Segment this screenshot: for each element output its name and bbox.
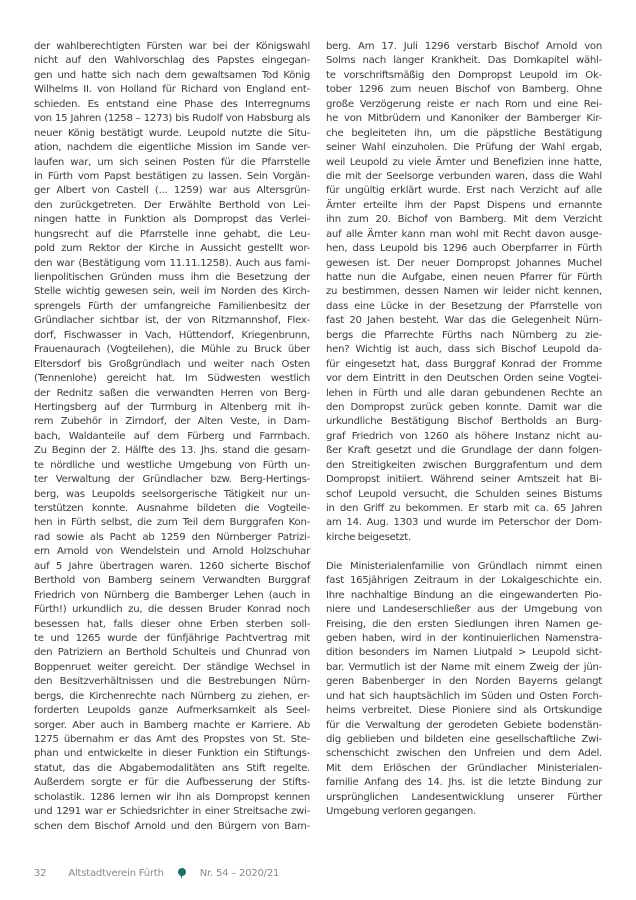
text-line: auf 5 Jahre übertragen waren. 1260 sicherte Bischof: [34, 560, 310, 572]
text-line: rad sowie als Pacht ab 1259 den Nürnberger Patrizi-: [34, 531, 310, 543]
text-line: vor dem Eintritt in den Deutschen Orden seine Vogtei-: [326, 373, 602, 385]
text-line: lienpolitischen Gründen muss ihm die Besetzung der: [34, 272, 310, 283]
text-line: ern Arnold von Wendelstein und Arnold Holzschuhar: [34, 546, 310, 558]
text-line: Ihre nachhaltige Bindung an die eingewanderten Pio-: [326, 589, 602, 601]
text-line: dorf, Fischwasser in Vach, Hüttendorf, Kriegenbrunn,: [34, 329, 310, 341]
text-line: Dompropst initiiert. Während seiner Amtszeit hat Bi-: [326, 474, 602, 486]
text-line: fast 20 Jahen besteht. War das die Gelegenheit Nürn-: [326, 315, 602, 327]
publication-name: Altstadtverein Fürth: [68, 867, 164, 879]
text-line: für die Verwaltung der gerodeten Gebiete bodenstän-: [326, 719, 602, 731]
text-line: Wilhelms II. von Holland für Richard von England ent-: [34, 84, 310, 96]
right-column: [326, 40, 602, 820]
text-line: che begleiteten ihn, um die päpstliche Bestätigung: [326, 127, 602, 139]
text-line: ßer Kraft gesetzt und die Grundlage der dann folgen-: [326, 445, 602, 457]
text-line: schen dem Bischof Arnold und den Bürgern von Bam-: [34, 820, 310, 832]
text-line: bach, Waldanteile auf dem Fürberg und Farrnbach.: [34, 430, 310, 442]
text-line: graf Friedrich von 1260 als höhere Instanz nicht au-: [326, 430, 602, 442]
text-line: statut, das die Abgabemodalitäten ans Stift regelte.: [34, 762, 310, 774]
issue-number: Nr. 54 – 2020/21: [199, 867, 280, 879]
text-line: Hertingsberg auf der Turmburg in Altenberg mit ih-: [34, 401, 310, 413]
text-line: ation, nachdem die eigentliche Mission im Sande ver-: [34, 142, 310, 154]
text-line: schieden. Es entstand eine Phase des Interregnums: [34, 98, 310, 110]
text-line: geben haben, wird in der kontinuierlichen Namenstra-: [326, 632, 602, 644]
text-line: Eltersdorf bis Großgründlach und weiter nach Osten: [34, 358, 310, 370]
text-line: in den Griff zu bekommen. Er starb mit ca. 65 Jahren: [326, 503, 602, 514]
text-line: hen, dass Leupold bis 1296 auch Oberpfarrer in Fürth: [326, 243, 602, 255]
text-line: am 14. Aug. 1303 und wurde im Peterschor der Dom-: [326, 517, 602, 529]
text-line: den Patriziern an Berthold Schulteis und Chunrad von: [34, 647, 310, 659]
text-line: für eingesetzt hat, dass Burggraf Konrad der Fromme: [326, 358, 602, 370]
text-line: der Rednitz saßen die verwandten Herren von Berg-: [34, 387, 310, 399]
text-line: schof Leupold versucht, die Schulden seines Bistums: [326, 488, 602, 500]
text-line: bergs, die Kirchenrechte nach Nürnberg zu ziehen, er-: [34, 690, 310, 702]
text-line: scholastik. 1286 lernen wir ihn als Dompropst kennen: [34, 791, 310, 803]
text-line: te nördliche und westliche Umgebung von Fürth un-: [34, 459, 310, 471]
text-line: dass eine Lücke in der Besetzung der Pfarrstelle von: [326, 300, 602, 312]
text-line: auf alle Ämter kann man wohl mit Recht davon ausge-: [326, 228, 602, 240]
tree-icon: [178, 868, 186, 878]
text-line: urkundliche Bestätigung Bischof Bertholds an Burg-: [326, 416, 602, 428]
text-line: Frauenaurach (Vogteilehen), die Mühle zu Bruck über: [34, 344, 310, 356]
text-line: gewesen ist. Der neuer Dompropst Johannes Muchel: [326, 257, 602, 269]
text-line: bergs die Pfarrechte Fürths nach Nürnberg zu zie-: [326, 329, 602, 341]
text-line: ningen hatte in Funktion als Dompropst das Verlei-: [34, 214, 310, 226]
paragraph-gap: [326, 545, 602, 559]
text-line: von 15 Jahren (1258 – 1273) bis Rudolf von Habsburg als: [34, 113, 310, 125]
text-line: ger Albert von Castell (... 1259) war aus Altersgrün-: [34, 185, 310, 197]
text-line: te und 1265 wurde der fünfjährige Pachtvertrag mit: [34, 632, 310, 644]
text-line: ihn zum 20. Bichof von Bamberg. Mit dem Verzicht: [326, 214, 602, 226]
text-line: weil Leupold zu viele Ämter und Benefizien inne hatte,: [326, 156, 602, 168]
text-line: hatte nun die Aufgabe, einen neuen Pfarrer für Fürth: [326, 272, 602, 283]
text-line: lehen in Fürth und alle daran gebundenen Rechte an: [326, 387, 602, 399]
text-line: ursprünglichen Landesentwicklung unserer Fürther: [326, 791, 602, 803]
text-line: heims verbreitet. Diese Pioniere sind als Ortskundige: [326, 705, 602, 717]
text-line: seiner Wahl einzuholen. Die Prüfung der Wahl ergab,: [326, 142, 602, 154]
text-line: den Besitzverhältnissen und die Bestrebungen Nürn-: [34, 676, 310, 688]
text-line: bar. Vermutlich ist der Name mit einem Zweig der jün-: [326, 661, 602, 673]
text-line: laufen war, um sich seinen Posten für die Pfarrstelle: [34, 156, 310, 168]
text-line: hen? Wichtig ist auch, dass sich Bischof Leupold da-: [326, 344, 602, 356]
text-line: tober 1296 zum neuen Bischof von Bamberg. Ohne: [326, 84, 602, 96]
text-line: fast 165jährigen Zeitraum in der Lokalgeschichte ein.: [326, 575, 602, 587]
text-line: rem Zubehör in Zirndorf, der Alten Veste, in Dam-: [34, 416, 310, 428]
text-line: pold zum Rektor der Kirche in Aussicht gestellt wor-: [34, 243, 310, 255]
text-line: kirche beigesetzt.: [326, 531, 411, 543]
text-line: he von Mitbrüdern und Kanoniker der Bamberger Kir-: [326, 113, 602, 125]
text-line: Mit dem Erlöschen der Gründlacher Ministerialen-: [326, 762, 602, 774]
text-line: große Verzögerung reiste er nach Rom und eine Rei-: [326, 98, 602, 110]
text-line: Ämter erteilte ihm der Papst Dispens und ernannte: [326, 199, 602, 211]
text-line: niere und Landeserschließer aus der Umgebung von: [326, 604, 602, 616]
text-line: Berthold von Bamberg seinem Verwandten Burggraf: [34, 575, 310, 587]
text-line: für ungültig erklärt wurde. Erst nach Verzicht auf alle: [326, 185, 602, 197]
text-line: der wahlberechtigten Fürsten war bei der Königswahl: [34, 41, 310, 52]
text-line: Stelle wichtig gewesen sein, weil im Norden des Kirch-: [34, 286, 310, 298]
page-footer: [34, 864, 279, 882]
text-line: den zurückgetreten. Der Erwählte Berthold von Lei-: [34, 199, 310, 211]
text-line: Friedrich von Nürnberg die Bamberger Lehen (auch in: [34, 589, 310, 601]
text-line: Solms nach langer Krankheit. Das Domkapitel wähl-: [326, 55, 602, 67]
text-line: hen in Fürth selbst, die zum Teil dem Burggrafen Kon-: [34, 517, 310, 529]
text-line: sorger. Aber auch in Bamberg machte er Karriere. Ab: [34, 719, 310, 731]
text-line: berg, was Leupolds seelsorgerische Tätigkeit nur un-: [34, 488, 310, 500]
text-line: gen und hatte sich nach dem gewaltsamen Tod König: [34, 69, 310, 81]
text-line: geren Babenberger in den Norden Bayerns gelangt: [326, 676, 602, 688]
text-line: die mit der Seelsorge verbunden waren, dass die Wahl: [326, 170, 602, 182]
text-line: schenschicht zwischen den Unfreien und dem Adel.: [326, 748, 602, 760]
text-line: Boppenruet weiter gereicht. Der ständige Wechsel in: [34, 661, 310, 673]
text-line: forderten Leupolds ganze Aufmerksamkeit als Seel-: [34, 705, 310, 717]
text-line: besessen hat, falls dieser ohne Erben sterben soll-: [34, 618, 310, 630]
text-line: hungsrecht auf die Pfarrstelle inne gehabt, die Leu-: [34, 228, 310, 240]
text-line: sprengels Fürth der umfangreiche Familienbesitz der: [34, 300, 310, 312]
text-line: den Streitigkeiten zwischen Burggrafentum und dem: [326, 459, 602, 471]
text-line: Gründlacher sichtbar ist, der von Ritzmannshof, Flex-: [34, 315, 310, 327]
text-line: Zu Beginn der 2. Hälfte des 13. Jhs. stand die gesam-: [34, 445, 310, 457]
text-line: dition besonders im Namen Liutpald > Leupold sicht-: [326, 647, 602, 659]
page-number: 32: [34, 867, 47, 879]
text-line: den Dompropst zurück geben konnte. Damit war die: [326, 401, 602, 413]
text-line: neuer König bestätigt wurde. Leupold nutzte die Situ-: [34, 127, 310, 139]
text-line: 1275 übernahm er das Amt des Propstes von St. Ste-: [34, 734, 310, 745]
text-line: berg. Am 17. Juli 1296 verstarb Bischof Arnold von: [326, 41, 602, 52]
text-line: Außerdem sorgte er für die Aufbesserung der Stifts-: [34, 777, 310, 789]
text-line: zu bestimmen, dessen Namen wir leider nicht kennen,: [326, 286, 602, 298]
text-line: Freising, die den ersten Siedlungen ihren Namen ge-: [326, 618, 602, 630]
text-line: phan und entwickelte in dieser Funktion ein Stiftungs-: [34, 748, 310, 760]
text-line: nicht auf den Wahlvorschlag des Papstes eingegan-: [34, 55, 310, 67]
text-line: in Fürth vom Papst bestätigen zu lassen. Sein Vorgän-: [34, 170, 310, 182]
text-line: (Tennenlohe) gereicht hat. Im Südwesten westlich: [34, 373, 310, 385]
text-line: und hat sich hauptsächlich im Süden und Osten Forch-: [326, 690, 602, 702]
text-line: und 1291 war er Schiedsrichter in einer Streitsache zwi-: [34, 806, 310, 818]
text-line: familie Anfang des 14. Jhs. ist die letzte Bindung zur: [326, 777, 602, 789]
text-line: terstützen konnte. Ausnahme bildeten die Vogteile-: [34, 503, 310, 514]
text-line: Umgebung verloren gegangen.: [326, 806, 476, 818]
text-line: Die Ministerialenfamilie von Gründlach nimmt einen: [326, 560, 602, 572]
text-line: te vorschriftsmäßig den Dompropst Leupold im Ok-: [326, 69, 602, 81]
text-line: Fürth!) urkundlich zu, die dessen Bruder Konrad noch: [34, 604, 310, 616]
text-line: den war (Bestätigung vom 11.11.1258). Auch aus fami-: [34, 257, 310, 269]
text-line: ter Verwaltung der Gründlacher bzw. Berg-Hertings-: [34, 474, 310, 486]
text-line: dig geblieben und bildeten eine gesellschaftliche Zwi-: [326, 734, 602, 745]
left-column: [34, 40, 310, 834]
